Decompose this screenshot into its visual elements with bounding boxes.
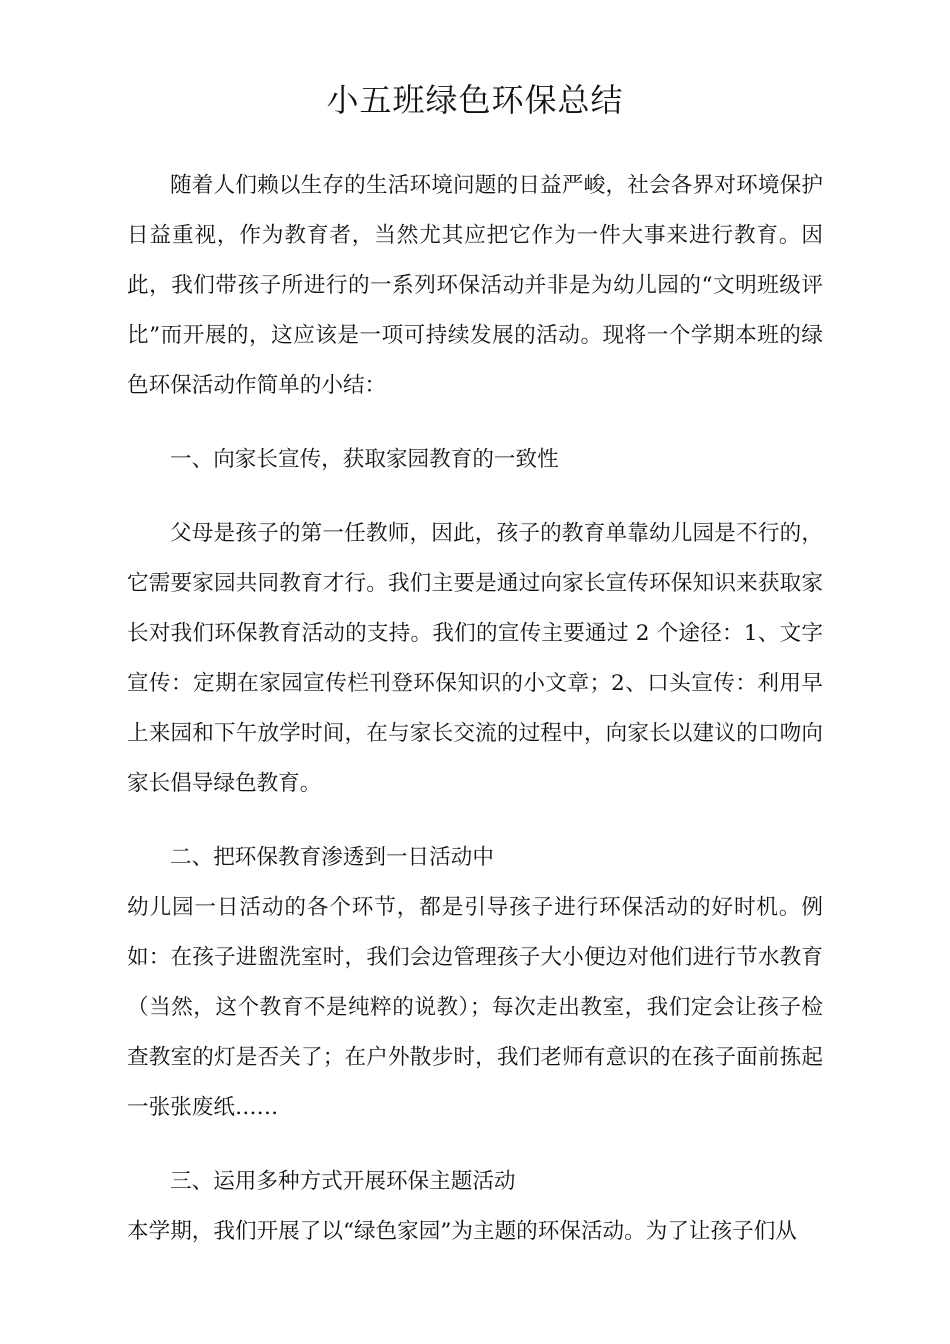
- section-heading-2: 二、把环保教育渗透到一日活动中: [170, 845, 494, 870]
- intro-paragraph: 随着人们赖以生存的生活环境问题的日益严峻，社会各界对环境保护日益重视，作为教育者，当然尤其应把它作为一件大事来进行教育。因此，我们带孩子所进行的一系列环保活动并非是为幼儿园的“文明班级评比”而开展的，这应该是一项可持续发展的活动。现将一个学期本班的绿色环保活动作简单的小结：: [127, 173, 823, 398]
- section-3-paragraph: 本学期，我们开展了以“绿色家园”为主题的环保活动。为了让孩子们从: [127, 1219, 797, 1244]
- section-2-paragraph: 幼儿园一日活动的各个环节，都是引导孩子进行环保活动的好时机。例如：在孩子进盥洗室时，我们会边管理孩子大小便边对他们进行节水教育（当然，这个教育不是纯粹的说教）；每次走出教室，我们定会让孩子检查教室的灯是否关了；在户外散步时，我们老师有意识的在孩子面前拣起一张张废纸……: [127, 895, 823, 1120]
- document-body: [127, 161, 823, 1257]
- section-heading-3: 三、运用多种方式开展环保主题活动: [170, 1169, 516, 1194]
- section-1-paragraph: 父母是孩子的第一任教师，因此，孩子的教育单靠幼儿园是不行的，它需要家园共同教育才行。我们主要是通过向家长宣传环保知识来获取家长对我们环保教育活动的支持。我们的宣传主要通过 2 个途径：1、文字宣传：定期在家园宣传栏刊登环保知识的小文章；2、口头宣传：利用早上来园和下午放学时间，在与家长交流的过程中，向家长以建议的口吻向家长倡导绿色教育。: [127, 521, 823, 796]
- section-heading-1: 一、向家长宣传，获取家园教育的一致性: [170, 447, 559, 472]
- document-title: 小五班绿色环保总结: [326, 81, 624, 119]
